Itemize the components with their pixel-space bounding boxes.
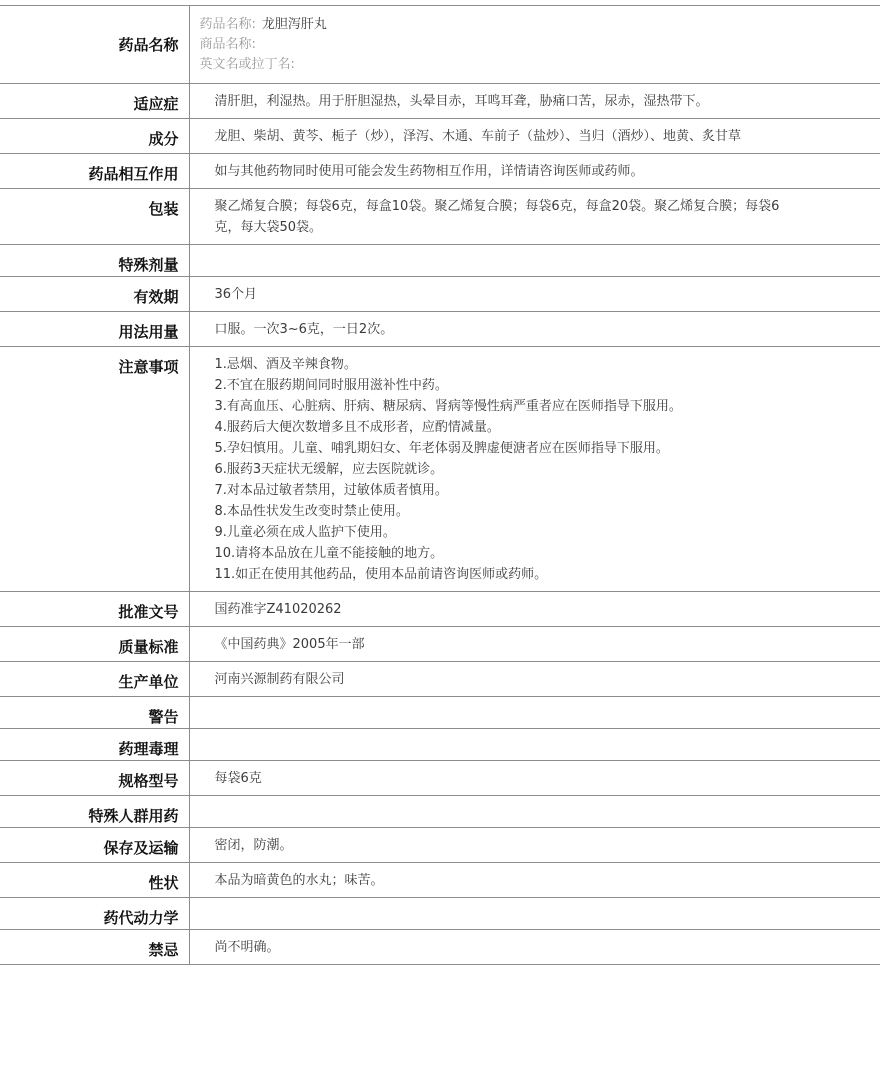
row-standard — [0, 627, 880, 662]
row-contraindications — [0, 930, 880, 965]
row-label-special-population: 特殊人群用药 — [0, 796, 189, 828]
row-specification — [0, 761, 880, 796]
row-value-specification: 每袋6克 — [189, 761, 880, 796]
row-pharmacokinetics — [0, 898, 880, 930]
row-label-precautions: 注意事项 — [0, 347, 189, 592]
row-label-manufacturer: 生产单位 — [0, 662, 189, 697]
row-label-standard: 质量标准 — [0, 627, 189, 662]
ingredients-text: 龙胆、柴胡、黄芩、栀子（炒），泽泻、木通、车前子（盐炒）、当归（酒炒）、地黄、炙甘草 — [214, 129, 742, 144]
precaution-item: 8.本品性状发生改变时禁止使用。 — [214, 504, 409, 519]
drug-info-table — [0, 5, 880, 965]
row-value-special-dosage — [189, 245, 880, 277]
row-label-shelf-life: 有效期 — [0, 277, 189, 312]
row-value-packaging — [189, 189, 880, 245]
precaution-item: 1.忌烟、酒及辛辣食物。 — [214, 357, 357, 372]
row-label-warning: 警告 — [0, 697, 189, 729]
row-label-interaction: 药品相互作用 — [0, 154, 189, 189]
precaution-item: 4.服药后大便次数增多且不成形者，应酌情减量。 — [214, 420, 500, 435]
row-packaging — [0, 189, 880, 245]
row-label-appearance: 性状 — [0, 863, 189, 898]
generic-name-value: 龙胆泻肝丸 — [261, 17, 327, 32]
precaution-item: 10.请将本品放在儿童不能接触的地方。 — [214, 546, 444, 561]
row-ingredients — [0, 119, 880, 154]
english-name-label: 英文名或拉丁名: — [199, 57, 295, 72]
row-value-precautions — [189, 347, 880, 592]
row-drug-name — [0, 6, 880, 84]
row-label-approval: 批准文号 — [0, 592, 189, 627]
row-label-storage: 保存及运输 — [0, 828, 189, 863]
row-label-packaging: 包装 — [0, 189, 189, 245]
precaution-item: 7.对本品过敏者禁用，过敏体质者慎用。 — [214, 483, 448, 498]
row-usage — [0, 312, 880, 347]
row-manufacturer — [0, 662, 880, 697]
row-label-drug-name: 药品名称 — [0, 6, 189, 84]
row-label-specification: 规格型号 — [0, 761, 189, 796]
row-label-ingredients: 成分 — [0, 119, 189, 154]
precaution-item: 9.儿童必须在成人监护下使用。 — [214, 525, 396, 540]
row-value-ingredients — [189, 119, 880, 154]
row-toxicology — [0, 729, 880, 761]
row-value-approval: 国药准字Z41020262 — [189, 592, 880, 627]
row-warning — [0, 697, 880, 729]
row-value-appearance: 本品为暗黄色的水丸；味苦。 — [189, 863, 880, 898]
row-label-usage: 用法用量 — [0, 312, 189, 347]
row-value-usage: 口服。一次3~6克，一日2次。 — [189, 312, 880, 347]
row-value-standard: 《中国药典》2005年一部 — [189, 627, 880, 662]
trade-name-label: 商品名称: — [199, 37, 256, 52]
row-approval — [0, 592, 880, 627]
row-appearance — [0, 863, 880, 898]
generic-name-label: 药品名称: — [199, 17, 256, 32]
row-label-special-dosage: 特殊剂量 — [0, 245, 189, 277]
row-value-indication: 清肝胆，利湿热。用于肝胆湿热，头晕目赤，耳鸣耳聋，胁痛口苦，尿赤，湿热带下。 — [189, 84, 880, 119]
row-value-interaction: 如与其他药物同时使用可能会发生药物相互作用，详情请咨询医师或药师。 — [189, 154, 880, 189]
row-shelf-life — [0, 277, 880, 312]
row-indication — [0, 84, 880, 119]
row-value-shelf-life: 36个月 — [189, 277, 880, 312]
row-precautions — [0, 347, 880, 592]
drug-names-cell — [189, 6, 880, 84]
precaution-item: 3.有高血压、心脏病、肝病、糖尿病、肾病等慢性病严重者应在医师指导下服用。 — [214, 399, 682, 414]
row-label-toxicology: 药理毒理 — [0, 729, 189, 761]
row-storage — [0, 828, 880, 863]
row-special-dosage — [0, 245, 880, 277]
english-name-line — [200, 55, 861, 75]
row-label-contraindications: 禁忌 — [0, 930, 189, 965]
row-value-toxicology — [189, 729, 880, 761]
row-value-storage: 密闭，防潮。 — [189, 828, 880, 863]
row-value-pharmacokinetics — [189, 898, 880, 930]
precaution-item: 11.如正在使用其他药品，使用本品前请咨询医师或药师。 — [214, 567, 548, 582]
row-value-contraindications: 尚不明确。 — [189, 930, 880, 965]
precaution-item: 2.不宜在服药期间同时服用滋补性中药。 — [214, 378, 448, 393]
precaution-item: 6.服药3天症状无缓解，应去医院就诊。 — [214, 462, 444, 477]
packaging-text: 聚乙烯复合膜；每袋6克，每盒10袋。聚乙烯复合膜；每袋6克，每盒20袋。聚乙烯复合膜；每袋6克，每大袋50袋。 — [214, 199, 780, 235]
row-special-population — [0, 796, 880, 828]
row-label-indication: 适应症 — [0, 84, 189, 119]
trade-name-line — [200, 35, 861, 55]
row-label-pharmacokinetics: 药代动力学 — [0, 898, 189, 930]
row-interaction — [0, 154, 880, 189]
row-value-special-population — [189, 796, 880, 828]
row-value-manufacturer: 河南兴源制药有限公司 — [189, 662, 880, 697]
row-value-warning — [189, 697, 880, 729]
precaution-item: 5.孕妇慎用。儿童、哺乳期妇女、年老体弱及脾虚便溏者应在医师指导下服用。 — [214, 441, 669, 456]
generic-name-line — [200, 15, 861, 35]
